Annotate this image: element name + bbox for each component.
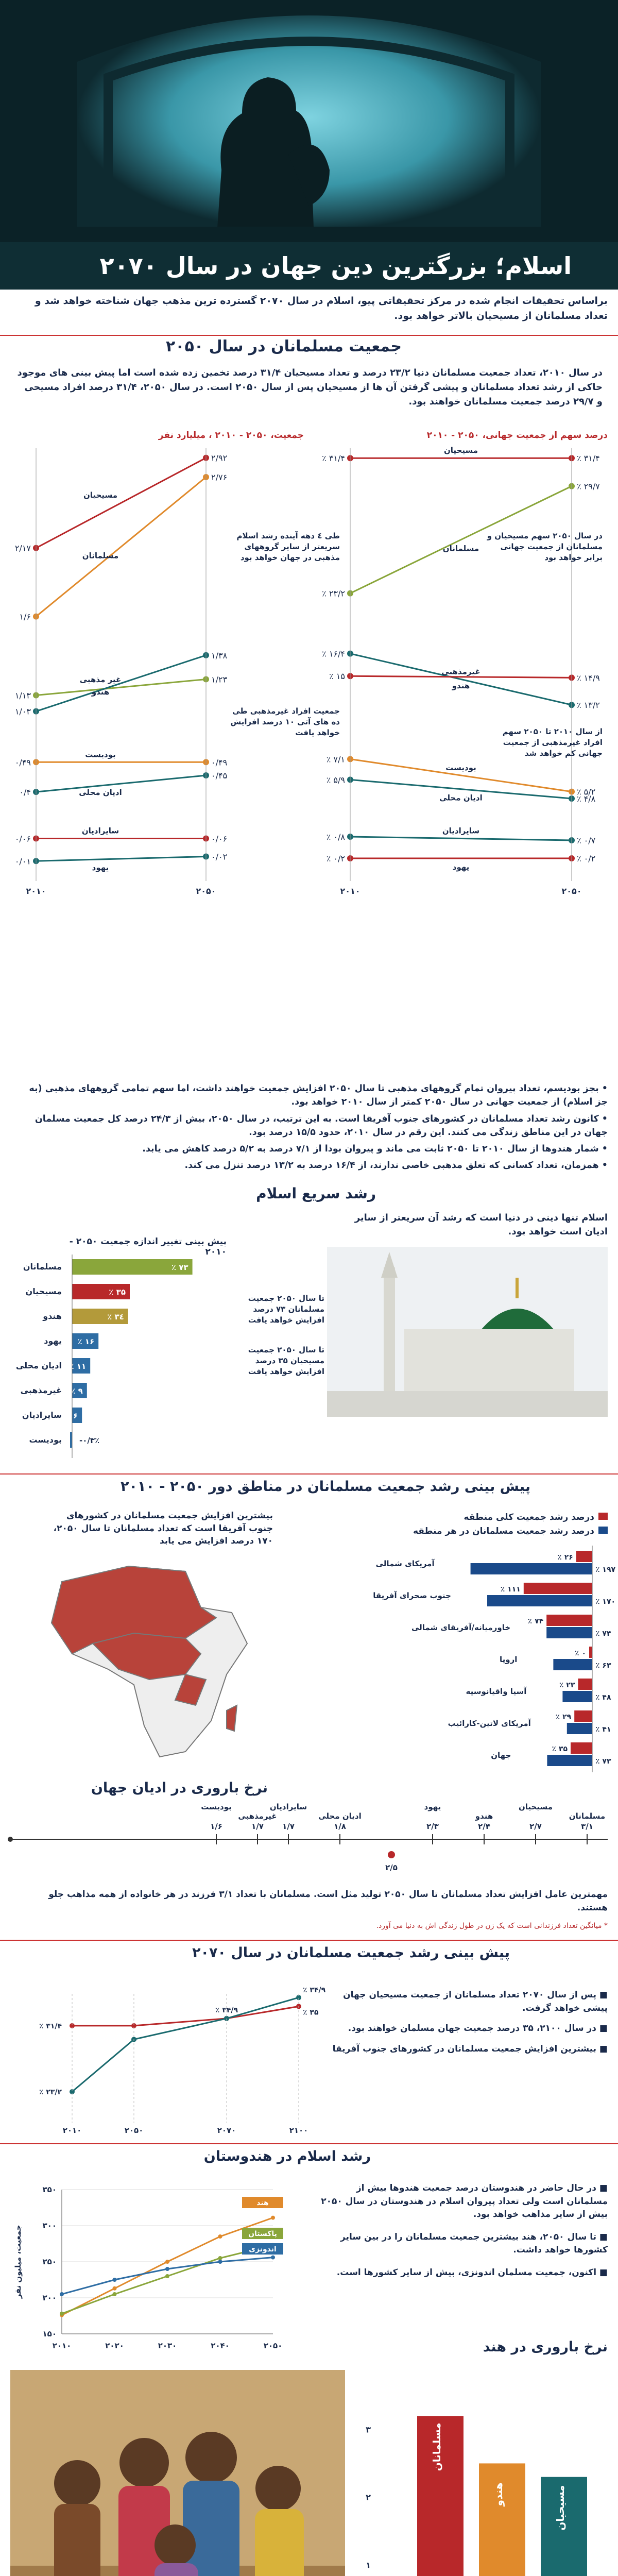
right-note-other-text: از سال ۲۰۱۰ تا ۲۰۵۰ سهم افراد غیرمذهبی از جمعیت جهانی کم خواهد شد: [502, 727, 603, 758]
left-note-other: [227, 706, 340, 768]
data-point: [165, 2274, 169, 2278]
category-label: سایرادیان: [22, 1410, 62, 1420]
value-label: ٪ ۰: [575, 1649, 586, 1657]
data-point: [271, 2216, 275, 2220]
replacement-label: ۲/۵: [385, 1863, 398, 1872]
series-line: [350, 837, 572, 840]
left-note-muslim: [227, 531, 340, 592]
total-growth-bar: [571, 1742, 592, 1754]
y-tick: ۱۵۰: [42, 2329, 57, 2338]
value-label: ٪ ۲۹: [555, 1713, 572, 1721]
bullet-text: پس از سال ۲۰۷۰ تعداد مسلمانان از جمعیت مسیحیان جهان پیشی خواهد گرفت.: [343, 1990, 608, 2013]
data-point: [165, 2260, 169, 2264]
value-label: ٪ ۱۶/۴: [322, 649, 345, 659]
section-divider: [0, 1940, 618, 1941]
data-point: [113, 2292, 117, 2296]
bullet-4: • همزمان، تعداد کسانی که تعلق مذهبی خاصی ندارند، از ۱۶/۴ درصد به ۱۳/۲ درصد تنزل می کند.: [184, 1160, 608, 1171]
total-growth-bar: [578, 1679, 592, 1690]
value-label: ٪ ۳۵: [109, 1287, 126, 1297]
value-label: ۰/۰۶: [14, 834, 31, 844]
value-label: ٪ ۱۷۰: [595, 1598, 616, 1606]
intro-text: براساس تحقیقات انجام شده در مرکز تحقیقاتی پیو، اسلام در سال ۲۰۷۰ گسترده ترین مذهب جهان شناخته خواهد شد و تعداد مسلمانان از مسیحیان بالاتر خواهد بود.: [35, 295, 608, 322]
religion-label: مسلمانان: [569, 1811, 606, 1821]
value-label: ۰/۰۲: [211, 852, 228, 862]
series-line: [350, 676, 572, 677]
series-label: غیرمذهبی: [441, 667, 480, 676]
bullet-text: در حال حاضر در هندوستان درصد جمعیت هندوها بیش از مسلمانان است ولی تعداد پیروان اسلام در هندوستان در سال ۲۰۵۰ بیش از سایر مذاهب خواهد بود.: [321, 2183, 608, 2219]
value-label: ٪ ۷۴: [527, 1617, 544, 1625]
religion-label: ادیان محلی: [318, 1811, 362, 1821]
x-tick: ۲۰۱۰: [52, 2341, 72, 2350]
map-note: بیشترین افزایش جمعیت مسلمانان در کشورهای جنوب آفریقا است که تعداد مسلمانان تا سال ۲۰۵۰، ۱۷۰ درصد افزایش می یابد: [53, 1511, 273, 1547]
section2-intro: اسلام تنها دینی در دنیا است که رشد آن سریعتر از سایر ادیان است خواهد بود.: [354, 1212, 608, 1237]
value-label: ٪ ۷۴: [595, 1630, 611, 1638]
muslim-growth-bar: [553, 1659, 592, 1670]
value-label: ٪ ۳۴/۹: [303, 1986, 326, 1995]
series-label: مسلمانان: [442, 544, 479, 553]
x-tick: ۲۰۷۰: [217, 2126, 236, 2135]
total-growth-bar: [546, 1615, 592, 1626]
legend-label: پاکستان: [248, 2230, 277, 2238]
x-tick: ۲۰۵۰: [561, 886, 582, 896]
section-divider: [0, 1473, 618, 1475]
y-tick: ۲: [366, 2493, 371, 2503]
fertility-scale-chart: [0, 1798, 618, 1886]
region-label: آمریکای لاتین-کارائیب: [448, 1719, 531, 1728]
series-line: [62, 2245, 273, 2314]
right-chart-title: درصد سهم از جمعیت جهانی، ۲۰۵۰ - ۲۰۱۰: [426, 430, 608, 440]
religion-label: هندو: [475, 1811, 493, 1821]
category-label: بودیست: [29, 1435, 62, 1445]
section-title-fertility: نرخ باروری در ادیان جهان: [91, 1780, 268, 1796]
section-divider: [0, 2143, 618, 2144]
value-label: ٪ ۴/۸: [577, 794, 596, 804]
legend-label: اندونزی: [249, 2245, 277, 2253]
region-label: اروپا: [500, 1655, 518, 1664]
growth-bar: [70, 1432, 72, 1448]
header-photo: [0, 0, 618, 242]
replacement-marker: [388, 1851, 395, 1858]
value-label: ۰/۰۶: [211, 834, 228, 844]
sec5-bullet-3: ■ بیشترین افزایش جمعیت مسلمانان در کشورهای جنوب آفریقا: [332, 2043, 608, 2054]
value-label: ٪ ۹: [71, 1386, 83, 1396]
value-label: ٪ ۷/۱: [326, 754, 345, 765]
value-label: ۱/۷: [282, 1822, 295, 1831]
y-tick: ۳۵۰: [42, 2185, 57, 2194]
children-photo: [10, 2370, 345, 2576]
value-label: ٪ ۲۳/۲: [322, 588, 345, 599]
bar-label: مسیحیان: [554, 2485, 566, 2531]
section-title-fast-growth: رشد سریع اسلام: [256, 1185, 376, 1202]
x-tick: ۲۰۳۰: [158, 2341, 177, 2350]
bullet-text: در سال ۲۱۰۰، ۳۵ درصد جمعیت جهان مسلمان خواهند بود.: [348, 2023, 597, 2033]
y-tick: ۲۵۰: [42, 2257, 57, 2266]
value-label: ۱/۶: [19, 612, 31, 622]
x-tick: ۲۱۰۰: [289, 2126, 308, 2135]
region-bar-chart: [319, 1546, 616, 1777]
growth-chart-title: پیش بینی تغییر اندازه جمعیت ۲۰۵۰ - ۲۰۱۰: [69, 1236, 227, 1257]
value-label: ٪ ۱۱۱: [500, 1585, 521, 1594]
left-note-other-text: جمعیت افراد غیرمذهبی طی ده های آتی ۱۰ درصد افزایش خواهد یافت: [230, 706, 340, 737]
section-divider: [0, 335, 618, 336]
series-line: [36, 655, 206, 711]
data-point: [113, 2278, 117, 2282]
growth-note-christian: تا سال ۲۰۵۰ جمعیت مسیحیان ۳۵ درصد افزایش خواهد یافت: [248, 1345, 324, 1376]
sec6-bullet-3: ■ اکنون، جمعیت مسلمان اندونزی، بیش از سایر کشورها است.: [336, 2267, 608, 2278]
series-label: مسیحیان: [83, 490, 118, 500]
muslim-growth-bar: [546, 1627, 592, 1638]
value-label: -۰/۳٪: [79, 1436, 100, 1445]
muslim-growth-bar: [562, 1691, 592, 1702]
series-label: سایرادیان: [442, 826, 480, 836]
x-tick: ۲۰۵۰: [196, 886, 216, 896]
data-point: [60, 2312, 64, 2316]
fertility-note: مهمترین عامل افزایش تعداد مسلمانان تا سال ۲۰۵۰ تولید مثل است. مسلمانان با تعداد ۳/۱ فرزند در هر خانواده از همه مذاهب جلو هستند.: [48, 1889, 608, 1913]
data-point: [165, 2267, 169, 2271]
value-label: ٪ ۱۴/۹: [577, 673, 600, 683]
x-tick: ۲۰۵۰: [263, 2341, 283, 2350]
value-label: ۲/۷۶: [211, 472, 228, 482]
bar-label: مسلمانان: [431, 2422, 443, 2471]
value-label: ۲/۳: [426, 1822, 439, 1831]
muslim-growth-bar: [487, 1595, 592, 1606]
legend-label: هند: [256, 2199, 269, 2207]
value-label: ٪ ۲۹/۷: [577, 481, 600, 492]
sec6-bullets: [319, 2182, 608, 2279]
religion-label: یهود: [424, 1802, 441, 1811]
fertility-bar: [479, 2463, 525, 2576]
sec5-bullet-1: ■ پس از سال ۲۰۷۰ تعداد مسلمانان از جمعیت مسیحیان جهان پیشی خواهد گرفت.: [343, 1990, 608, 2013]
x-tick: ۲۰۱۰: [26, 886, 46, 896]
sec6-bullet-1: ■ در حال حاضر در هندوستان درصد جمعیت هندوها بیش از مسلمانان است ولی تعداد پیروان اسلام در هندوستان در سال ۲۰۵۰ بیش از سایر مذاهب خواهد بود.: [321, 2183, 608, 2219]
value-label: ۱/۶: [210, 1822, 222, 1831]
value-label: ٪ ۲۶: [557, 1553, 573, 1562]
bullet-text: بیشترین افزایش جمعیت مسلمانان در کشورهای جنوب آفریقا: [332, 2043, 597, 2054]
value-label: ٪ ۳۵: [303, 2008, 319, 2017]
value-label: ۱/۲۳: [211, 674, 228, 685]
section-title-2050: جمعیت مسلمانان در سال ۲۰۵۰: [165, 337, 402, 355]
value-label: ٪ ۰/۷: [577, 836, 596, 845]
x-tick: ۲۰۲۰: [105, 2341, 124, 2350]
region-label: آمریکای شمالی: [375, 1559, 435, 1568]
left-chart-title: جمعیت، ۲۰۵۰ - ۲۰۱۰ ، میلیارد نفر: [158, 430, 304, 440]
data-point: [218, 2256, 222, 2260]
series-label: ادیان محلی: [79, 788, 122, 798]
mosque-illustration: [327, 1247, 608, 1417]
bullet-text: شمار هندوها از سال ۲۰۱۰ تا ۲۰۵۰ ثابت می ماند و پیروان بودا از ۷/۱ درصد به ۵/۲ درصد کاهش می یابد.: [142, 1144, 599, 1154]
value-label: ٪ ۵/۹: [326, 775, 345, 785]
bullets-list-1: [15, 1082, 608, 1173]
category-label: یهود: [44, 1336, 62, 1346]
sec5-bullet-2: ■ در سال ۲۱۰۰، ۳۵ درصد جمعیت جهان مسلمان خواهند بود.: [348, 2023, 608, 2033]
category-label: مسلمانان: [23, 1262, 62, 1272]
value-label: ۱/۱۳: [14, 690, 31, 701]
series-label: یهود: [452, 862, 470, 872]
legend-muslim: [335, 1526, 608, 1536]
data-point: [218, 2234, 222, 2239]
projection-2070-chart: [10, 1973, 326, 2138]
sec6-bullet-2: ■ تا سال ۲۰۵۰، هند بیشترین جمعیت مسلمانان را در بین سایر کشورها خواهد داشت.: [340, 2231, 608, 2255]
india-line-chart: [5, 2174, 309, 2370]
series-line: [72, 2006, 299, 2026]
total-growth-bar: [574, 1710, 592, 1722]
value-label: ۰/۰۱: [14, 856, 31, 867]
bullet-3: • شمار هندوها از سال ۲۰۱۰ تا ۲۰۵۰ ثابت می ماند و پیروان بودا از ۷/۱ درصد به ۵/۲ درصد کاهش می یابد.: [142, 1144, 608, 1154]
value-label: ٪ ۱۳/۲: [577, 700, 600, 710]
value-label: ٪ ۳۴/۹: [215, 2006, 238, 2014]
bar-label: هندو: [492, 2482, 505, 2506]
section1-paragraph: در سال ۲۰۱۰، تعداد جمعیت مسلمانان دنیا ۲۳/۲ درصد و تعداد مسیحیان ۳۱/۴ درصد تخمین زده شده است اما پیش بینی های موجود حاکی از رشد تعداد مسلمانان و پیشی گرفتن آن ها از مسیحیان پس از سال ۲۰۵۰ است. در سال ۲۰۵۰، ۳۱/۴ درصد افراد مسیحی و ۲۹/۷ درصد جمعیت مسلمانان خواهند بود.: [17, 367, 603, 407]
value-label: ٪ ۰/۲: [326, 854, 345, 863]
india-fertility-bar-chart: [350, 2360, 613, 2576]
value-label: ٪ ۷۳: [595, 1757, 611, 1766]
series-line: [62, 2218, 273, 2315]
value-label: ٪ ۳۱/۴: [39, 2022, 62, 2030]
bullet-1: • بجز بودیسم، تعداد پیروان تمام گروههای مذهبی تا سال ۲۰۵۰ افزایش جمعیت خواهند داشت، اما سهم تمامی گروههای مذهبی (به جز اسلام) از جمعیت جهانی در سال ۲۰۵۰ کمتر از سال ۲۰۱۰ خواهد بود.: [29, 1083, 608, 1108]
value-label: ٪ ۱۵: [329, 671, 345, 682]
y-tick: ۳: [366, 2425, 371, 2435]
category-label: هندو: [43, 1311, 62, 1321]
series-line: [36, 458, 206, 548]
category-label: ادیان محلی: [15, 1361, 62, 1370]
value-label: ۲/۹۲: [211, 453, 228, 463]
series-label: هندو: [91, 687, 110, 697]
religion-label: بودیست: [201, 1802, 232, 1811]
children-photo-illustration: [10, 2370, 345, 2576]
series-label: غیر مذهبی: [79, 675, 122, 684]
value-label: ٪ ۴۸: [595, 1693, 611, 1702]
axis-end: [8, 1837, 13, 1842]
data-point: [60, 2292, 64, 2296]
data-point: [271, 2256, 275, 2260]
value-label: ۰/۴۵: [211, 771, 228, 781]
religion-label: مسیحیان: [518, 1802, 553, 1811]
section-title-india: رشد اسلام در هندوستان: [203, 2148, 371, 2164]
value-label: ۲/۷: [529, 1822, 542, 1831]
value-label: ٪ ۱۶: [77, 1337, 95, 1346]
x-tick: ۲۰۱۰: [340, 886, 360, 896]
series-line: [36, 857, 206, 861]
value-label: ٪ ۲۳: [559, 1681, 575, 1689]
value-label: ٪ ۲۳/۲: [39, 2088, 62, 2096]
series-label: بودیست: [445, 763, 476, 772]
data-point: [113, 2286, 117, 2291]
right-note-muslim: [484, 531, 603, 592]
section-title-regions: پیش بینی رشد جمعیت مسلمانان در مناطق دور ۲۰۵۰ - ۲۰۱۰: [121, 1479, 530, 1495]
y-axis-label: جمعیت، میلیون نفر: [13, 2225, 23, 2299]
value-label: ٪ ۱۱: [69, 1362, 87, 1371]
total-growth-bar: [524, 1583, 592, 1594]
value-label: ٪ ۱۹۷: [595, 1566, 616, 1574]
page-title: اسلام؛ بزرگترین دین جهان در سال ۲۰۷۰: [0, 242, 618, 290]
value-label: ۲/۴: [478, 1822, 490, 1831]
value-label: ۱/۰۳: [14, 706, 31, 717]
muslim-growth-bar: [471, 1563, 592, 1574]
legend-label: درصد رشد جمعیت مسلمانان در هر منطقه: [413, 1526, 594, 1536]
series-label: مسلمانان: [82, 551, 119, 561]
region-label: آسیا واقیانوسیه: [466, 1687, 527, 1696]
value-label: ٪ ۳۱/۴: [322, 453, 345, 464]
bullet-text: اکنون، جمعیت مسلمان اندونزی، بیش از سایر کشورها است.: [336, 2267, 597, 2278]
series-label: یهود: [92, 862, 109, 872]
value-label: ۰/۴۹: [211, 757, 228, 768]
data-point: [218, 2260, 222, 2264]
value-label: ۱/۸: [334, 1822, 346, 1831]
series-line: [350, 654, 572, 705]
religion-charts: [0, 428, 618, 1077]
total-growth-bar: [589, 1647, 592, 1658]
value-label: ۳/۱: [581, 1822, 593, 1831]
legend-label: درصد رشد جمعیت کلی منطقه: [464, 1512, 594, 1522]
legend-swatch-blue: [598, 1527, 608, 1534]
series-line: [36, 477, 206, 617]
value-label: ٪ ۳٤: [107, 1312, 124, 1321]
value-label: ٪ ۳۱/۴: [577, 453, 600, 464]
bullet-text: تا سال ۲۰۵۰، هند بیشترین جمعیت مسلمانان را در بین سایر کشورها خواهد داشت.: [340, 2231, 608, 2255]
x-tick: ۲۰۱۰: [62, 2126, 82, 2135]
value-label: ٪ ۷۳: [171, 1263, 188, 1272]
section-title-2070: پیش بینی رشد جمعیت مسلمانان در سال ۲۰۷۰: [192, 1945, 510, 1961]
bullet-2: • کانون رشد تعداد مسلمانان در کشورهای جنوب آفریقا است. به این ترتیب، در سال ۲۰۵۰، بیش از ۲۴/۳ درصد کل جمعیت مسلمان جهان در این مناطق زندگی می کنند. این رقم در سال ۲۰۱۰، حدود ۱۵/۵ درصد بود.: [35, 1113, 608, 1138]
bullet-text: بجز بودیسم، تعداد پیروان تمام گروههای مذهبی تا سال ۲۰۵۰ افزایش جمعیت خواهند داشت، اما سهم تمامی گروههای مذهبی (به جز اسلام) از جمعیت جهانی در سال ۲۰۵۰ کمتر از سال ۲۰۱۰ خواهد بود.: [29, 1083, 608, 1108]
value-label: ۰/۴۹: [14, 757, 31, 768]
value-label: ٪ ۰/۲: [577, 854, 596, 863]
region-label: جنوب صحرای آفریقا: [373, 1591, 451, 1600]
value-label: ۱/۳۸: [211, 650, 228, 660]
value-label: ۱/۷: [251, 1822, 264, 1831]
category-label: غیرمذهبی: [20, 1385, 62, 1395]
series-label: سایرادیان: [81, 826, 119, 836]
legend-swatch-red: [598, 1513, 608, 1520]
bullet-text: همزمان، تعداد کسانی که تعلق مذهبی خاصی ندارند، از ۱۶/۴ درصد به ۱۳/۲ درصد تنزل می کند.: [184, 1160, 599, 1171]
series-label: ادیان محلی: [439, 793, 483, 803]
right-note-other: [494, 726, 603, 788]
category-label: مسیحیان: [25, 1286, 62, 1296]
value-label: ٪ ۳۵: [552, 1745, 568, 1753]
value-label: ٪ ۵/۲: [577, 787, 596, 797]
value-label: ٪ ۰/۸: [326, 832, 345, 842]
right-note-muslim-text: در سال ۲۰۵۰ سهم مسیحیان و مسلمانان از جمعیت جهانی برابر خواهد بود: [487, 531, 603, 562]
y-tick: ۱: [366, 2560, 371, 2570]
x-tick: ۲۰۴۰: [211, 2341, 230, 2350]
region-label: خاورمیانه/آفریقای شمالی: [411, 1623, 511, 1632]
region-label: جهان: [491, 1751, 511, 1760]
series-label: بودیست: [85, 750, 116, 759]
total-growth-bar: [576, 1551, 592, 1562]
religion-label: غیرمذهبی: [238, 1811, 277, 1821]
value-label: ۰/۴: [19, 787, 31, 798]
muslim-growth-bar: [567, 1723, 592, 1734]
religion-label: سایرادیان: [269, 1802, 307, 1811]
section-title-india-fertility: نرخ باروری در هند: [483, 2339, 608, 2355]
muslim-growth-bar: [547, 1755, 592, 1766]
legend-total: [335, 1512, 608, 1522]
series-label: هندو: [452, 681, 470, 690]
value-label: ٪ ۶۳: [595, 1662, 611, 1670]
y-tick: ۳۰۰: [42, 2221, 57, 2230]
fertility-footnote: * میانگین تعداد فرزندانی است که یک زن در طول زندگی اش به دنیا می آورد.: [376, 1922, 608, 1930]
growth-note-muslim: تا سال ۲۰۵۰ جمعیت مسلمانان ۷۳ درصد افزایش خواهد یافت: [248, 1294, 324, 1325]
value-label: ٪ ۴۱: [595, 1725, 611, 1734]
value-label: ۲/۱۷: [14, 543, 31, 553]
africa-map: [31, 1551, 273, 1772]
y-tick: ۲۰۰: [42, 2293, 57, 2302]
mosque-photo: [327, 1247, 608, 1417]
left-note-muslim-text: طی ٤ دهه آینده رشد اسلام سریعتر از سایر گروههای مذهبی در جهان خواهد بود: [236, 531, 340, 562]
x-tick: ۲۰۵۰: [124, 2126, 144, 2135]
series-label: مسیحیان: [443, 446, 478, 455]
sec5-bullets: [319, 1989, 608, 2056]
bullet-text: کانون رشد تعداد مسلمانان در کشورهای جنوب آفریقا است. به این ترتیب، در سال ۲۰۵۰، بیش از ۲۴/۳ درصد کل جمعیت مسلمان جهان در این مناطق زندگی می کنند. این رقم در سال ۲۰۱۰، حدود ۱۵/۵ درصد بود.: [35, 1113, 608, 1138]
value-label: ٪ ۶: [65, 1411, 78, 1420]
mosque-silhouette-illustration: [0, 0, 618, 242]
